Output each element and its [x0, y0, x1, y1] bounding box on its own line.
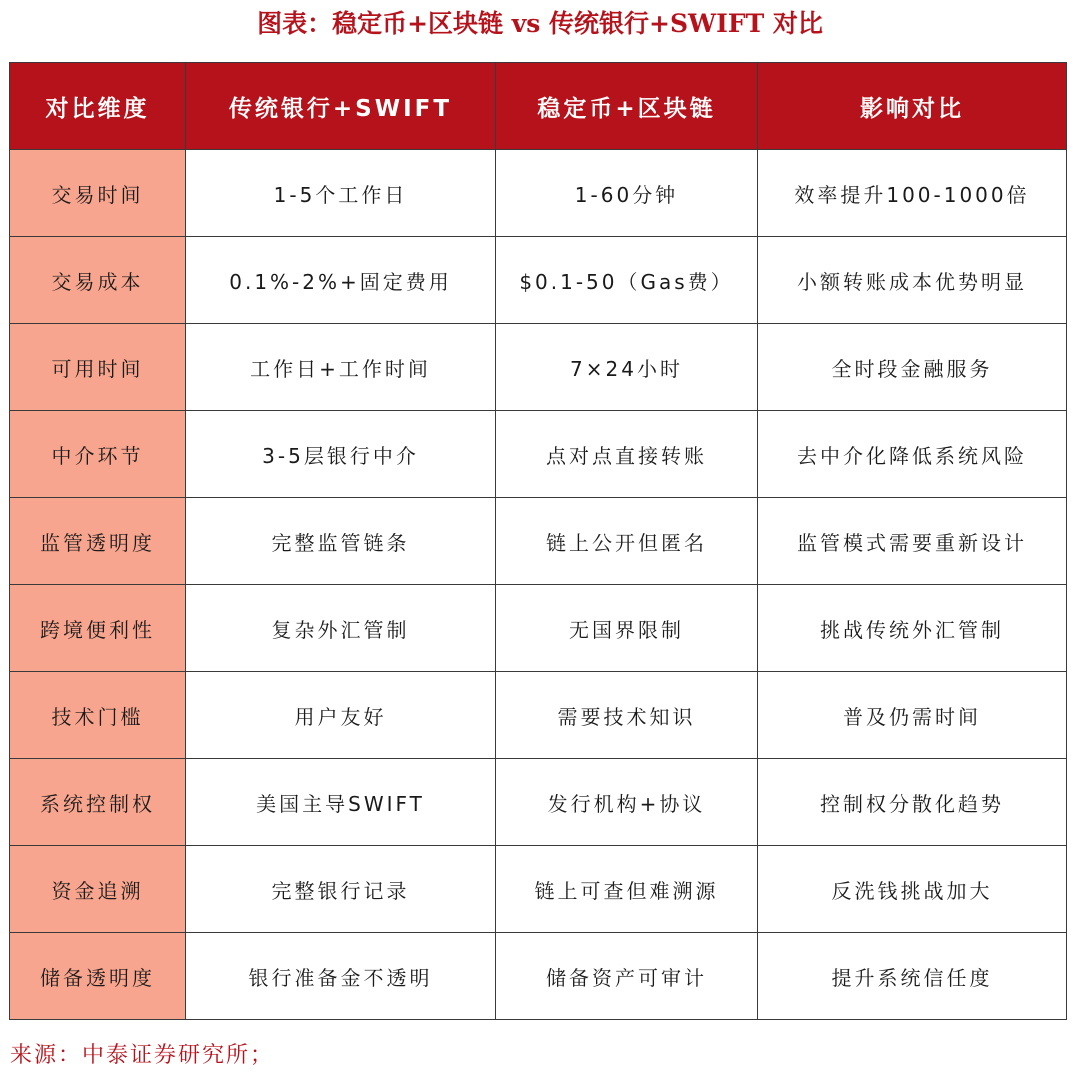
- source-note: 来源：中泰证券研究所；: [10, 1043, 275, 1068]
- impact-cell: 全时段金融服务: [758, 324, 1067, 411]
- stablecoin-cell: 7×24小时: [496, 324, 758, 411]
- stablecoin-cell: 1-60分钟: [496, 150, 758, 237]
- traditional-cell: 美国主导SWIFT: [186, 759, 496, 846]
- dimension-cell: 储备透明度: [10, 933, 186, 1020]
- table-row: [10, 498, 1067, 585]
- impact-cell: 提升系统信任度: [758, 933, 1067, 1020]
- table-row: [10, 324, 1067, 411]
- dimension-cell: 系统控制权: [10, 759, 186, 846]
- traditional-cell: 工作日+工作时间: [186, 324, 496, 411]
- table-row: [10, 759, 1067, 846]
- impact-cell: 效率提升100-1000倍: [758, 150, 1067, 237]
- table-header-row: [10, 63, 1067, 150]
- header-dimension: 对比维度: [10, 63, 186, 150]
- table-row: [10, 933, 1067, 1020]
- header-stablecoin-blockchain: 稳定币+区块链: [496, 63, 758, 150]
- dimension-cell: 技术门槛: [10, 672, 186, 759]
- stablecoin-cell: 发行机构+协议: [496, 759, 758, 846]
- impact-cell: 去中介化降低系统风险: [758, 411, 1067, 498]
- traditional-cell: 用户友好: [186, 672, 496, 759]
- dimension-cell: 可用时间: [10, 324, 186, 411]
- dimension-cell: 资金追溯: [10, 846, 186, 933]
- table-row: [10, 411, 1067, 498]
- stablecoin-cell: 需要技术知识: [496, 672, 758, 759]
- header-impact: 影响对比: [758, 63, 1067, 150]
- dimension-cell: 交易成本: [10, 237, 186, 324]
- stablecoin-cell: 储备资产可审计: [496, 933, 758, 1020]
- dimension-cell: 跨境便利性: [10, 585, 186, 672]
- impact-cell: 小额转账成本优势明显: [758, 237, 1067, 324]
- impact-cell: 挑战传统外汇管制: [758, 585, 1067, 672]
- traditional-cell: 银行准备金不透明: [186, 933, 496, 1020]
- stablecoin-cell: 链上公开但匿名: [496, 498, 758, 585]
- impact-cell: 普及仍需时间: [758, 672, 1067, 759]
- impact-cell: 反洗钱挑战加大: [758, 846, 1067, 933]
- comparison-table: [9, 62, 1067, 1020]
- impact-cell: 监管模式需要重新设计: [758, 498, 1067, 585]
- traditional-cell: 3-5层银行中介: [186, 411, 496, 498]
- header-traditional-banking: 传统银行+SWIFT: [186, 63, 496, 150]
- traditional-cell: 0.1%-2%+固定费用: [186, 237, 496, 324]
- table-row: [10, 585, 1067, 672]
- dimension-cell: 交易时间: [10, 150, 186, 237]
- table-row: [10, 237, 1067, 324]
- dimension-cell: 中介环节: [10, 411, 186, 498]
- stablecoin-cell: 点对点直接转账: [496, 411, 758, 498]
- traditional-cell: 完整银行记录: [186, 846, 496, 933]
- traditional-cell: 完整监管链条: [186, 498, 496, 585]
- stablecoin-cell: 链上可查但难溯源: [496, 846, 758, 933]
- traditional-cell: 1-5个工作日: [186, 150, 496, 237]
- table-row: [10, 846, 1067, 933]
- table-row: [10, 672, 1067, 759]
- dimension-cell: 监管透明度: [10, 498, 186, 585]
- traditional-cell: 复杂外汇管制: [186, 585, 496, 672]
- figure-title: 图表：稳定币+区块链 vs 传统银行+SWIFT 对比: [257, 9, 823, 38]
- stablecoin-cell: $0.1-50（Gas费）: [496, 237, 758, 324]
- stablecoin-cell: 无国界限制: [496, 585, 758, 672]
- impact-cell: 控制权分散化趋势: [758, 759, 1067, 846]
- table-row: [10, 150, 1067, 237]
